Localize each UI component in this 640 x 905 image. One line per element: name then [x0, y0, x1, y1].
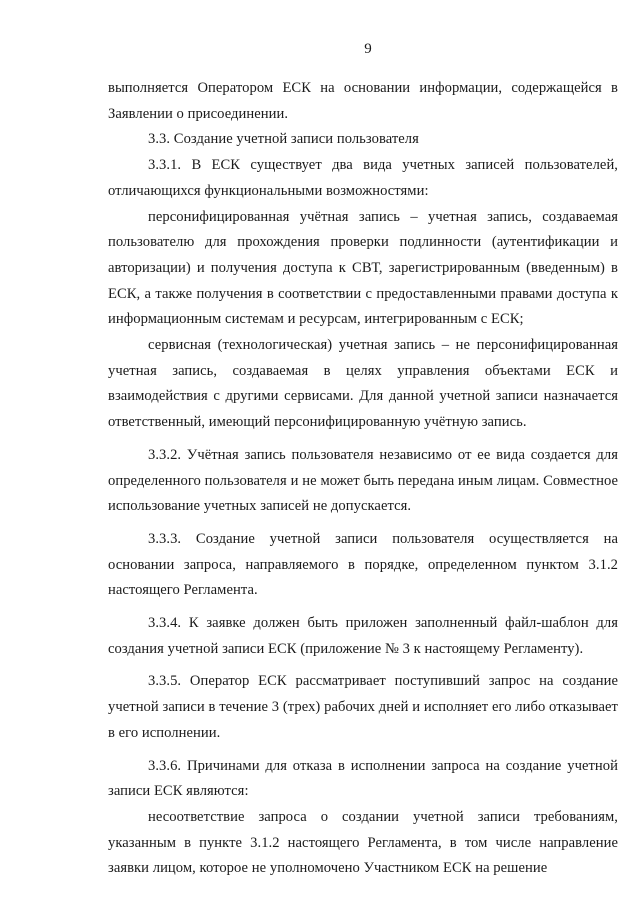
paragraph-3-3-1: 3.3.1. В ЕСК существует два вида учетных записей пользователей, отличающихся функциональными возможностями: — [108, 157, 618, 199]
paragraph-continuation: выполняется Оператором ЕСК на основании информации, содержащейся в Заявлении о присоединении. — [108, 80, 618, 122]
paragraph-3-3-5: 3.3.5. Оператор ЕСК рассматривает поступивший запрос на создание учетной записи в течение 3 (трех) рабочих дней и исполняет его либо отказывает в его исполнении. — [108, 673, 618, 741]
page-number: 9 — [364, 41, 372, 57]
paragraph-3-3-3: 3.3.3. Создание учетной записи пользователя осуществляется на основании запроса, направляемого в порядке, определенном пунктом 3.1.2 настоящего Регламента. — [108, 530, 618, 599]
paragraph-personal-account: персонифицированная учётная запись – учетная запись, создаваемая пользователю для прохождения проверки подлинности (аутентификации и авторизации) и получения доступа к СВТ, зарегистрированным (введенным) в ЕСК, а также получения в соответствии с предоставленными правами доступа к информационным системам и ресурсам, интегрированным с ЕСК; — [108, 208, 618, 328]
paragraph-service-account: сервисная (технологическая) учетная запись – не персонифицированная учетная запись, создаваемая в целях управления объектами ЕСК и взаимодействия с другими сервисами. Для данной учетной записи назначается ответственный, имеющий персонифицированную учётную запись. — [108, 337, 618, 431]
document-body — [108, 76, 618, 882]
section-heading-3-3: 3.3. Создание учетной записи пользователя — [148, 131, 419, 148]
paragraph-3-3-6: 3.3.6. Причинами для отказа в исполнении запроса на создание учетной записи ЕСК являются: — [108, 757, 618, 800]
paragraph-refusal-reason: несоответствие запроса о создании учетной записи требованиям, указанным в пункте 3.1.2 настоящего Регламента, в том числе направление заявки лицом, которое не уполномочено Участником ЕСК на решение — [108, 808, 618, 877]
paragraph-3-3-4: 3.3.4. К заявке должен быть приложен заполненный файл-шаблон для создания учетной записи ЕСК (приложение № 3 к настоящему Регламенту). — [108, 615, 618, 657]
paragraph-3-3-2: 3.3.2. Учётная запись пользователя независимо от ее вида создается для определенного пользователя и не может быть передана иным лицам. Совместное использование учетных записей не допускается. — [108, 446, 618, 515]
